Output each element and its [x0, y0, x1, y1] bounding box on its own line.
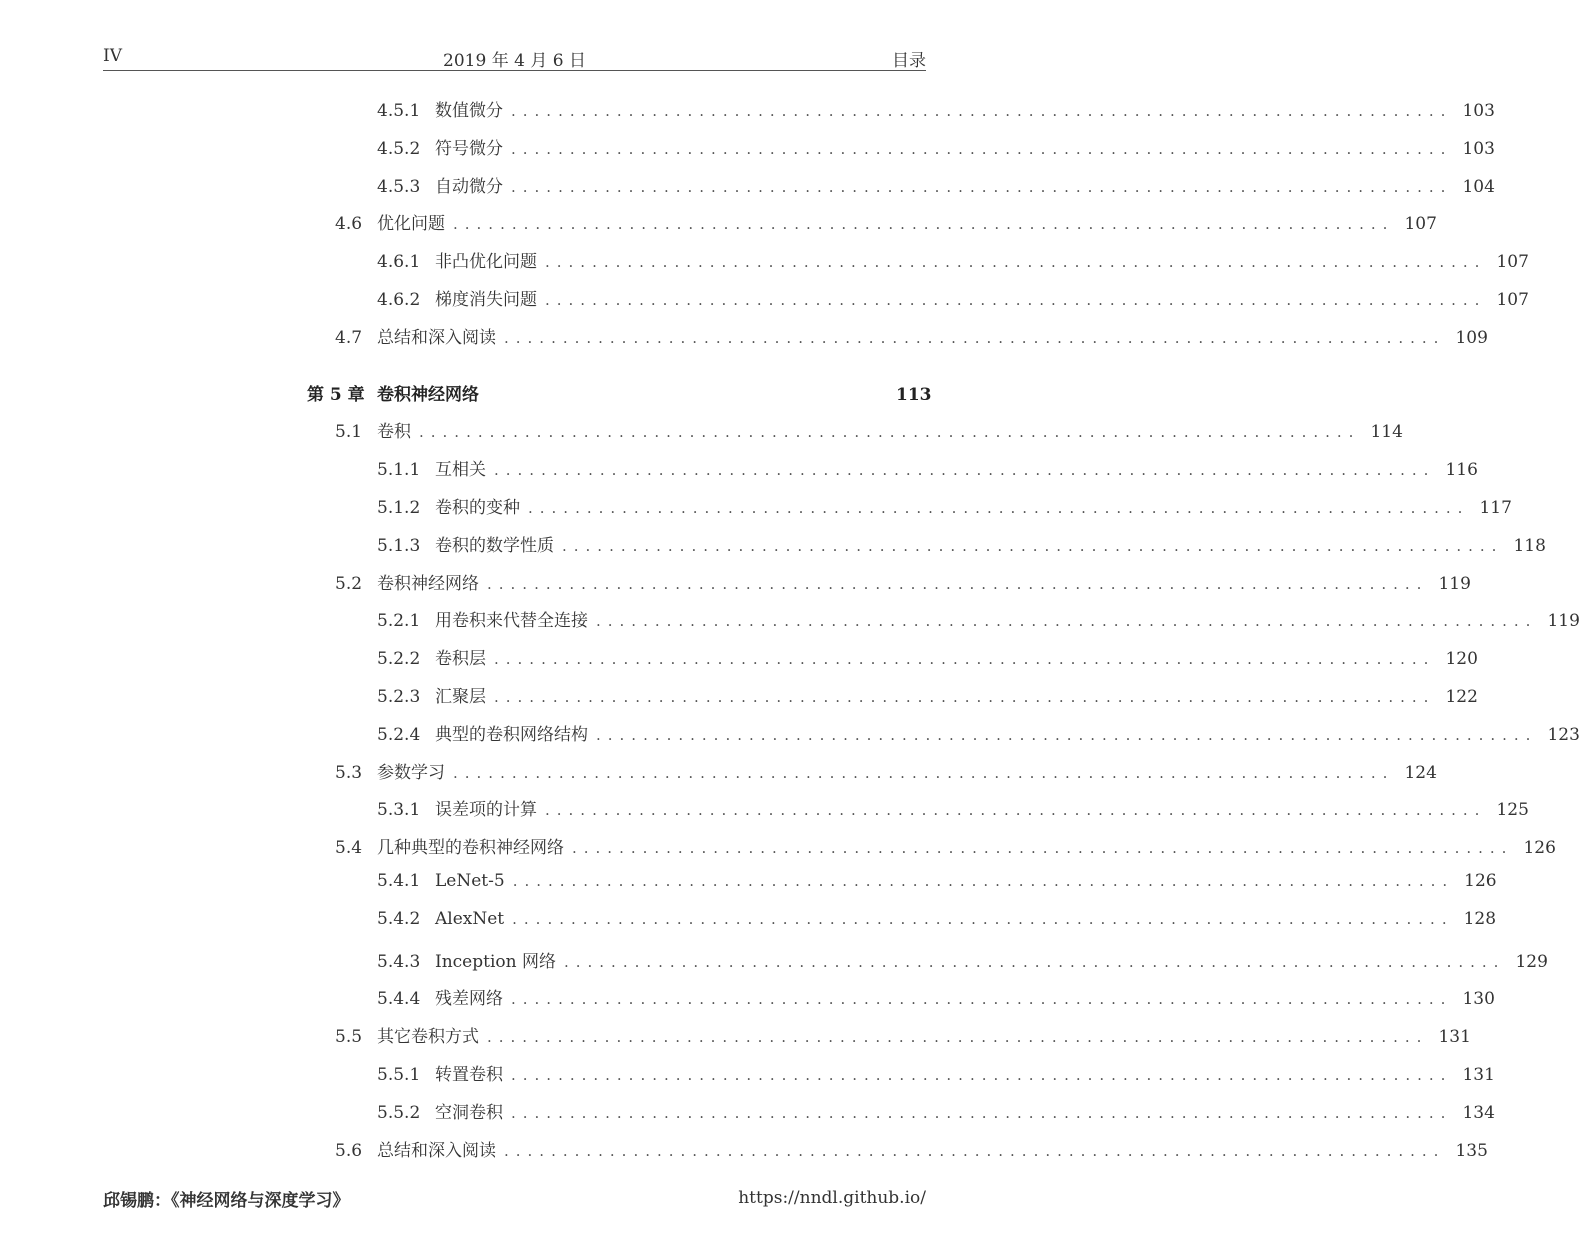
toc-entry-title: LeNet-5: [435, 871, 505, 891]
toc-page-number: 125: [1496, 800, 1529, 821]
toc-leader-dots: ................................................................................: [511, 102, 1453, 120]
toc-leader-dots: ................................................................................: [572, 839, 1514, 858]
toc-page-number: 130: [1462, 989, 1495, 1010]
toc-page-number: 107: [1404, 214, 1437, 235]
toc-entry-title: 卷积神经网络: [377, 384, 479, 405]
toc-entry-title: 互相关: [435, 460, 486, 481]
toc-leader-dots: ................................................................................: [512, 909, 1454, 928]
header-section-title: 目录: [892, 51, 926, 71]
toc-leader-dots: ................................................................................: [563, 952, 1506, 971]
toc-entry-number: 5.5.2: [377, 1102, 421, 1123]
toc-page-number: 107: [1496, 290, 1529, 310]
toc-subsection-entry[interactable]: [377, 682, 1478, 710]
toc-page-number: 103: [1462, 101, 1495, 121]
toc-page-number: 120: [1445, 649, 1478, 670]
toc-leader-dots: ................................................................................: [494, 461, 1436, 480]
toc-entry-title: 卷积神经网络: [377, 573, 479, 594]
toc-entry-title: 典型的卷积网络结构: [435, 724, 588, 745]
toc-subsection-entry[interactable]: [377, 1060, 1495, 1088]
toc-leader-dots: ................................................................................: [562, 536, 1504, 555]
toc-page-number: 114: [1370, 422, 1403, 443]
toc-leader-dots: ................................................................................: [487, 1028, 1429, 1047]
toc-page-number: 103: [1462, 138, 1495, 159]
toc-leader-dots: ................................................................................: [596, 725, 1538, 744]
toc-subsection-entry[interactable]: [377, 908, 1497, 937]
toc-entry-title: 梯度消失问题: [435, 290, 537, 310]
toc-leader-dots: ................................................................................: [511, 177, 1453, 196]
header-rule: [103, 70, 926, 71]
toc-page-number: 126: [1464, 871, 1497, 891]
toc-page-number: 131: [1438, 1027, 1471, 1048]
toc-entry-number: 5.2.4: [377, 724, 421, 745]
toc-chapter-entry[interactable]: [307, 380, 932, 408]
toc-subsection-entry[interactable]: [377, 455, 1478, 483]
toc-section-entry[interactable]: [335, 833, 1556, 861]
toc-entry-number: 4.6.2: [377, 290, 421, 310]
toc-section-entry[interactable]: [335, 569, 1471, 597]
toc-section-entry[interactable]: [335, 323, 1488, 351]
toc-entry-number: 5.2: [335, 573, 363, 594]
toc-subsection-entry[interactable]: [377, 644, 1478, 672]
toc-page-number: 104: [1462, 176, 1495, 197]
toc-leader-dots: ................................................................................: [545, 801, 1487, 820]
toc-page-number: 128: [1463, 908, 1497, 929]
toc-entry-number: 4.5.2: [377, 138, 421, 159]
toc-entry-title: 总结和深入阅读: [377, 327, 496, 348]
toc-section-entry[interactable]: [335, 1136, 1488, 1164]
toc-entry-number: 5.4: [335, 838, 363, 859]
toc-leader-dots: ................................................................................: [528, 499, 1470, 517]
toc-entry-number: 5.2.2: [377, 649, 421, 670]
toc-subsection-entry[interactable]: [377, 134, 1495, 162]
toc-entry-title: 卷积的变种: [435, 498, 520, 518]
toc-entry-number: 4.7: [335, 327, 363, 348]
toc-entry-title: 汇聚层: [435, 687, 486, 707]
toc-entry-title: 其它卷积方式: [377, 1027, 479, 1048]
toc-entry-title: 用卷积来代替全连接: [435, 611, 588, 632]
toc-leader-dots: ................................................................................: [494, 688, 1436, 706]
toc-leader-dots: ................................................................................: [504, 1141, 1446, 1160]
toc-page-number: 119: [1438, 573, 1471, 594]
toc-entry-title: 优化问题: [377, 214, 445, 235]
toc-subsection-entry[interactable]: [377, 493, 1512, 521]
toc-leader-dots: ................................................................................: [504, 328, 1446, 347]
toc-entry-title: 卷积层: [435, 649, 486, 670]
toc-entry-title: AlexNet: [435, 908, 505, 929]
toc-entry-number: 5.4.4: [377, 989, 421, 1010]
toc-page-number: 122: [1445, 687, 1478, 707]
toc-entry-title: 转置卷积: [435, 1065, 503, 1085]
toc-page-number: 135: [1455, 1140, 1488, 1161]
toc-page-number: 129: [1515, 951, 1548, 972]
toc-subsection-entry[interactable]: [377, 606, 1580, 634]
toc-leader-dots: ................................................................................: [511, 1103, 1453, 1122]
toc-entry-number: 5.4.2: [377, 908, 421, 929]
toc-leader-dots: ................................................................................: [453, 215, 1395, 234]
toc-leader-dots: ................................................................................: [494, 650, 1436, 669]
toc-section-entry[interactable]: [335, 1022, 1471, 1050]
header-date: 2019 年 4 月 6 日: [443, 51, 586, 71]
toc-subsection-entry[interactable]: [377, 984, 1495, 1012]
footer-url-link[interactable]: https://nndl.github.io/: [738, 1188, 926, 1208]
toc-entry-title: 误差项的计算: [435, 800, 537, 821]
toc-page-number: 116: [1445, 460, 1478, 481]
toc-page-number: 124: [1404, 762, 1437, 783]
toc-entry-number: 5.3: [335, 762, 363, 783]
footer-author-book: 邱锡鹏：《神经网络与深度学习》: [103, 1191, 350, 1211]
page-header: [103, 44, 926, 71]
toc-leader-dots: ................................................................................: [511, 1066, 1453, 1084]
toc-entry-number: 5.4.3: [377, 951, 421, 972]
page-footer: [103, 1186, 926, 1210]
toc-entry-number: 4.5.3: [377, 176, 421, 197]
toc-page-number: 134: [1462, 1102, 1495, 1123]
toc-entry-title: Inception 网络: [435, 951, 556, 972]
toc-page-number: 126: [1523, 838, 1556, 859]
toc-entry-number: 第 5 章: [307, 384, 365, 405]
toc-entry-number: 5.2.1: [377, 611, 421, 632]
toc-entry-number: 5.3.1: [377, 800, 421, 821]
toc-entry-title: 符号微分: [435, 138, 503, 159]
toc-leader-dots: ................................................................................: [511, 990, 1453, 1009]
toc-entry-title: 参数学习: [377, 762, 445, 783]
toc-subsection-entry[interactable]: [377, 172, 1495, 200]
toc-subsection-entry[interactable]: [377, 247, 1529, 275]
toc-entry-title: 卷积的数学性质: [435, 535, 554, 556]
toc-entry-number: 4.5.1: [377, 101, 421, 121]
toc-leader-dots: ................................................................................: [596, 612, 1538, 631]
toc-entry-title: 残差网络: [435, 989, 503, 1010]
toc-page-number: 119: [1547, 611, 1580, 632]
toc-entry-number: 5.2.3: [377, 687, 421, 707]
toc-entry-title: 卷积: [377, 422, 411, 443]
toc-leader-dots: ................................................................................: [512, 872, 1455, 890]
toc-entry-number: 5.6: [335, 1140, 363, 1161]
toc-entry-title: 数值微分: [435, 101, 503, 121]
toc-entry-number: 5.1: [335, 422, 363, 443]
toc-entry-number: 5.1.2: [377, 498, 421, 518]
toc-entry-title: 几种典型的卷积神经网络: [377, 838, 564, 859]
toc-page-number: 113: [896, 384, 932, 405]
toc-page-number: 118: [1513, 535, 1546, 556]
page-number-label: IV: [103, 46, 122, 66]
toc-subsection-entry[interactable]: [377, 531, 1546, 559]
toc-page-number: 131: [1462, 1065, 1495, 1085]
toc-page-number: 107: [1496, 252, 1529, 273]
toc-subsection-entry[interactable]: [377, 795, 1529, 823]
toc-section-entry[interactable]: [335, 209, 1437, 237]
toc-subsection-entry[interactable]: [377, 720, 1580, 748]
toc-subsection-entry[interactable]: [377, 96, 1495, 124]
toc-leader-dots: ................................................................................: [419, 423, 1361, 442]
toc-section-entry[interactable]: [335, 417, 1403, 445]
toc-entry-number: 4.6.1: [377, 252, 421, 273]
toc-entry-title: 自动微分: [435, 176, 503, 197]
toc-entry-title: 总结和深入阅读: [377, 1140, 496, 1161]
toc-leader-dots: ................................................................................: [453, 763, 1395, 782]
toc-leader-dots: ................................................................................: [511, 139, 1453, 158]
toc-entry-number: 5.1.1: [377, 460, 421, 481]
toc-page-number: 109: [1455, 327, 1488, 348]
toc-page-number: 123: [1547, 724, 1580, 745]
toc-subsection-entry[interactable]: [377, 1098, 1495, 1126]
toc-leader-dots: ................................................................................: [545, 253, 1487, 272]
toc-subsection-entry[interactable]: [377, 947, 1548, 975]
toc-leader-dots: ................................................................................: [545, 291, 1487, 309]
toc-entry-number: 4.6: [335, 214, 363, 235]
toc-page-number: 117: [1479, 498, 1512, 518]
toc-entry-number: 5.1.3: [377, 535, 421, 556]
toc-entry-title: 空洞卷积: [435, 1102, 503, 1123]
toc-entry-number: 5.4.1: [377, 871, 421, 891]
toc-subsection-entry[interactable]: [377, 871, 1497, 899]
toc-section-entry[interactable]: [335, 758, 1437, 786]
toc-entry-number: 5.5: [335, 1027, 363, 1048]
toc-entry-number: 5.5.1: [377, 1065, 421, 1085]
toc-subsection-entry[interactable]: [377, 285, 1529, 313]
toc-leader-dots: ................................................................................: [487, 574, 1429, 593]
toc-entry-title: 非凸优化问题: [435, 252, 537, 273]
